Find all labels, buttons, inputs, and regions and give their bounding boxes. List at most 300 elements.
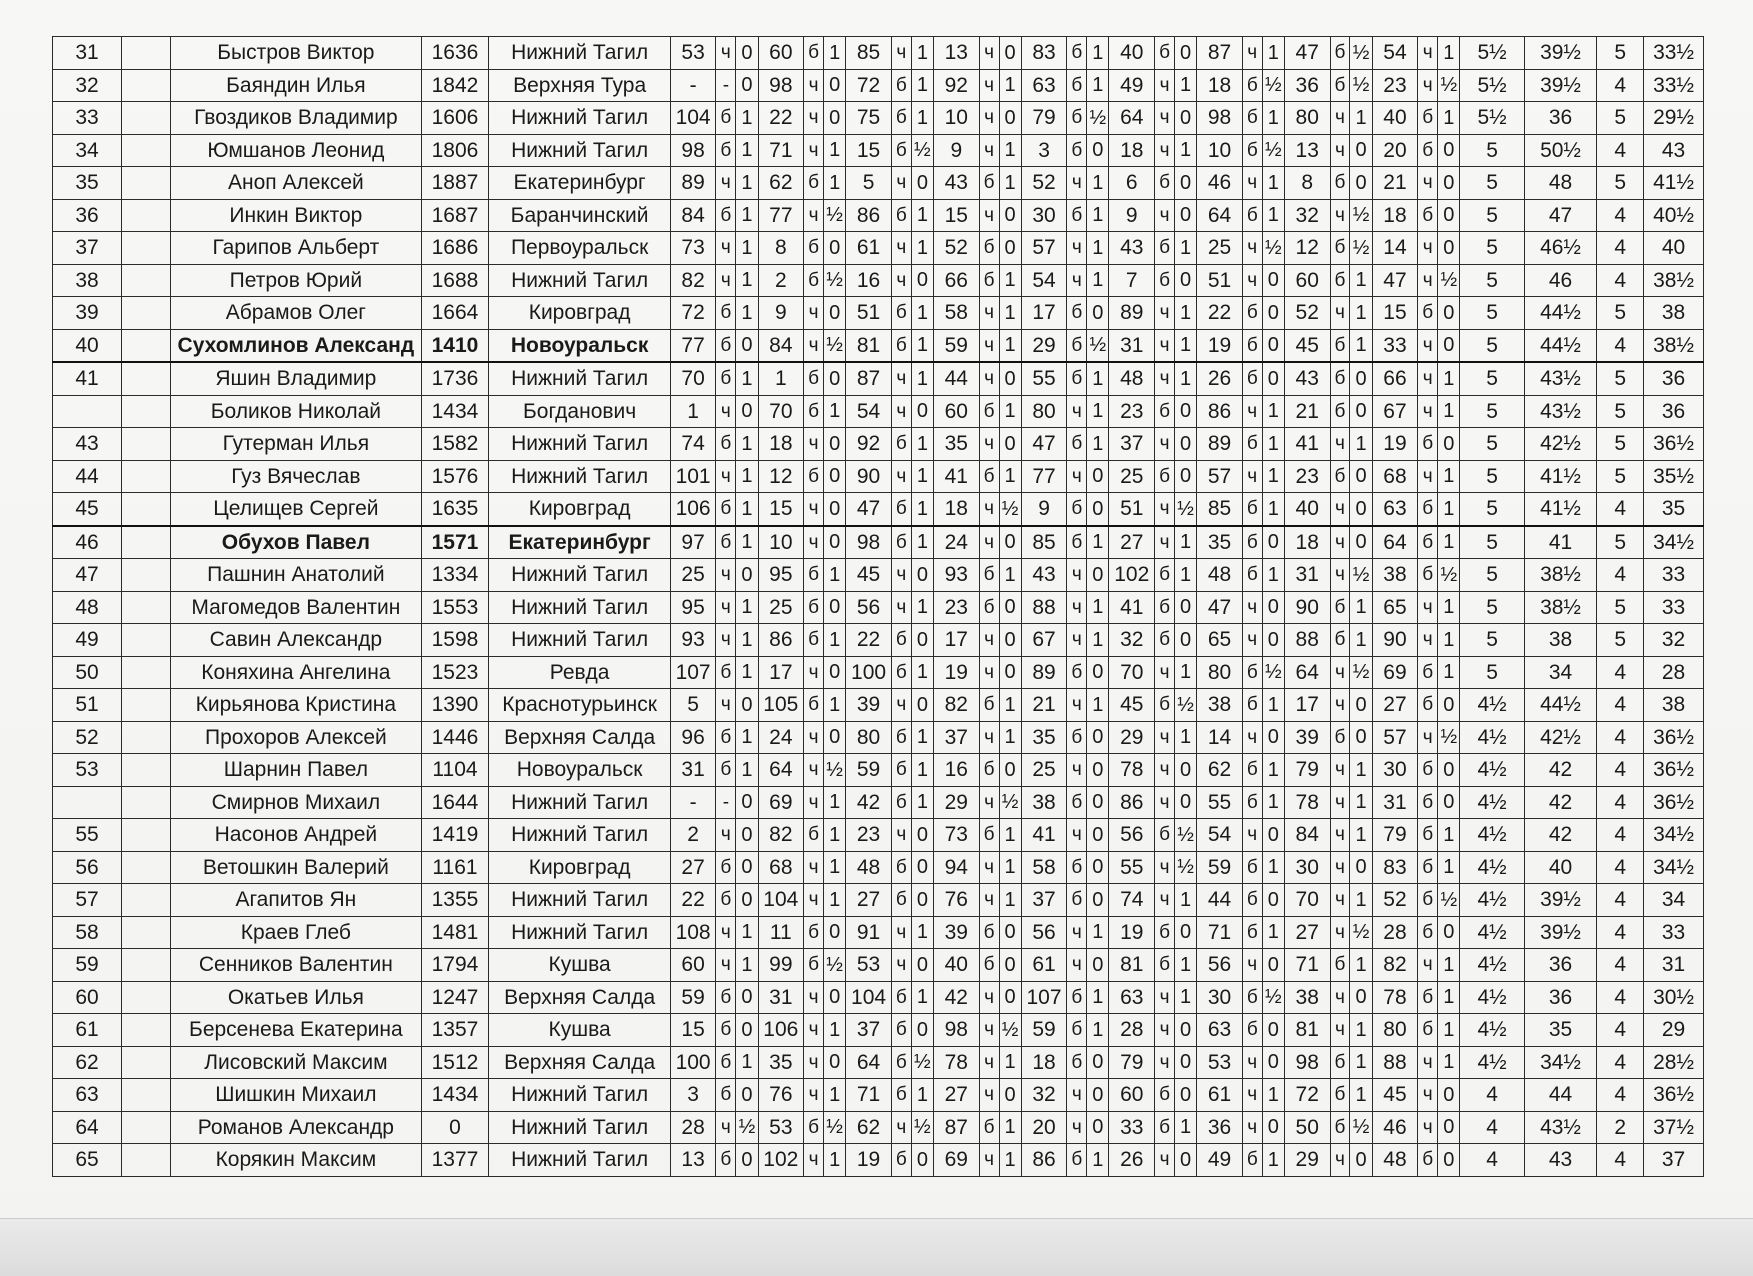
round-opponent-cell: 98 — [933, 1014, 979, 1047]
points-cell: 5 — [1460, 167, 1524, 200]
round-result-cell: 0 — [1350, 526, 1372, 559]
round-result-cell: 1 — [1174, 526, 1196, 559]
blank-cell — [122, 981, 171, 1014]
round-result-cell: 0 — [824, 916, 846, 949]
round-color-cell: б — [1155, 460, 1175, 493]
round-color-cell: ч — [979, 1079, 999, 1112]
round-opponent-cell: 42 — [846, 786, 892, 819]
round-result-cell: 0 — [1087, 851, 1109, 884]
round-opponent-cell: 15 — [758, 493, 804, 526]
round-opponent-cell: 15 — [670, 1014, 716, 1047]
round-opponent-cell: 79 — [1284, 754, 1330, 787]
round-result-cell: 1 — [824, 134, 846, 167]
wins-cell: 5 — [1597, 167, 1644, 200]
rating-cell: 1636 — [421, 37, 489, 70]
player-name-cell: Петров Юрий — [171, 264, 421, 297]
round-opponent-cell: 82 — [1372, 949, 1418, 982]
round-result-cell: 0 — [1174, 1014, 1196, 1047]
round-opponent-cell: 35 — [1021, 721, 1067, 754]
round-opponent-cell: 93 — [933, 559, 979, 592]
table-row — [53, 232, 1704, 265]
round-result-cell: 1 — [736, 362, 758, 395]
round-result-cell: 1 — [1350, 264, 1372, 297]
round-result-cell: 1 — [911, 428, 933, 461]
round-opponent-cell: 55 — [1021, 362, 1067, 395]
round-opponent-cell: 7 — [1109, 264, 1155, 297]
round-color-cell: б — [1155, 689, 1175, 722]
rating-cell: 1806 — [421, 134, 489, 167]
round-opponent-cell: 86 — [846, 199, 892, 232]
round-opponent-cell: 82 — [758, 819, 804, 852]
round-opponent-cell: 89 — [670, 167, 716, 200]
round-color-cell: б — [1155, 591, 1175, 624]
round-opponent-cell: 5 — [670, 689, 716, 722]
round-opponent-cell: 39 — [1284, 721, 1330, 754]
round-opponent-cell: 71 — [846, 1079, 892, 1112]
round-result-cell: 0 — [824, 232, 846, 265]
berger-cell: 38½ — [1644, 329, 1704, 362]
round-color-cell: б — [1242, 297, 1262, 330]
round-result-cell: 0 — [736, 689, 758, 722]
points-cell: 4 — [1460, 1079, 1524, 1112]
round-opponent-cell: 27 — [1284, 916, 1330, 949]
round-result-cell: 0 — [1438, 297, 1460, 330]
round-color-cell: ч — [1330, 428, 1350, 461]
player-name-cell: Пашнин Анатолий — [171, 559, 421, 592]
round-opponent-cell: 29 — [1284, 1144, 1330, 1177]
round-result-cell: ½ — [824, 264, 846, 297]
berger-cell: 36½ — [1644, 754, 1704, 787]
round-color-cell: ч — [1418, 949, 1438, 982]
round-opponent-cell: 79 — [1109, 1046, 1155, 1079]
player-name-cell: Шишкин Михаил — [171, 1079, 421, 1112]
round-opponent-cell: 64 — [1109, 102, 1155, 135]
round-color-cell: б — [891, 1079, 911, 1112]
berger-cell: 34½ — [1644, 526, 1704, 559]
round-opponent-cell: 39 — [933, 916, 979, 949]
round-opponent-cell: 81 — [1284, 1014, 1330, 1047]
wins-cell: 4 — [1597, 851, 1644, 884]
round-opponent-cell: 32 — [1109, 624, 1155, 657]
wins-cell: 5 — [1597, 362, 1644, 395]
round-opponent-cell: 92 — [846, 428, 892, 461]
round-opponent-cell: 27 — [670, 851, 716, 884]
round-color-cell: б — [1418, 199, 1438, 232]
round-result-cell: 1 — [1174, 559, 1196, 592]
city-cell: Нижний Тагил — [489, 37, 670, 70]
rating-cell: 1434 — [421, 395, 489, 428]
round-result-cell: 0 — [911, 559, 933, 592]
wins-cell: 5 — [1597, 395, 1644, 428]
round-opponent-cell: 64 — [1284, 656, 1330, 689]
round-color-cell: ч — [979, 134, 999, 167]
points-cell: 5 — [1460, 656, 1524, 689]
round-result-cell: 1 — [911, 199, 933, 232]
round-opponent-cell: 33 — [1372, 329, 1418, 362]
round-result-cell: ½ — [1262, 232, 1284, 265]
round-result-cell: 1 — [1262, 559, 1284, 592]
round-opponent-cell: 83 — [1021, 37, 1067, 70]
round-color-cell: б — [716, 362, 736, 395]
blank-cell — [122, 428, 171, 461]
round-color-cell: ч — [1242, 1079, 1262, 1112]
round-color-cell: б — [1067, 493, 1087, 526]
round-result-cell: ½ — [1350, 656, 1372, 689]
round-color-cell: б — [1155, 232, 1175, 265]
round-result-cell: 1 — [1438, 526, 1460, 559]
blank-cell — [122, 37, 171, 70]
round-color-cell: ч — [1418, 167, 1438, 200]
round-color-cell: ч — [891, 167, 911, 200]
round-result-cell: 0 — [999, 232, 1021, 265]
round-opponent-cell: 17 — [1284, 689, 1330, 722]
round-color-cell: б — [891, 69, 911, 102]
city-cell: Нижний Тагил — [489, 916, 670, 949]
round-opponent-cell: 97 — [670, 526, 716, 559]
round-result-cell: 0 — [999, 199, 1021, 232]
points-cell: 5 — [1460, 199, 1524, 232]
wins-cell: 4 — [1597, 1014, 1644, 1047]
round-result-cell: 0 — [1087, 786, 1109, 819]
round-color-cell: б — [1242, 1144, 1262, 1177]
round-result-cell: 0 — [999, 949, 1021, 982]
blank-cell — [122, 1014, 171, 1047]
round-result-cell: 0 — [1262, 1046, 1284, 1079]
round-result-cell: 1 — [911, 69, 933, 102]
round-color-cell: б — [1242, 559, 1262, 592]
round-color-cell: б — [979, 591, 999, 624]
round-result-cell: ½ — [1350, 199, 1372, 232]
city-cell: Богданович — [489, 395, 670, 428]
round-result-cell: 0 — [1262, 264, 1284, 297]
round-result-cell: 1 — [1438, 851, 1460, 884]
table-row — [53, 624, 1704, 657]
round-result-cell: 0 — [1087, 297, 1109, 330]
rating-cell: 1582 — [421, 428, 489, 461]
round-result-cell: 1 — [736, 721, 758, 754]
place-cell: 59 — [53, 949, 122, 982]
player-name-cell: Агапитов Ян — [171, 884, 421, 917]
round-color-cell: б — [1242, 69, 1262, 102]
place-cell — [53, 395, 122, 428]
round-color-cell: ч — [1155, 786, 1175, 819]
city-cell: Кушва — [489, 949, 670, 982]
round-result-cell: 1 — [824, 559, 846, 592]
round-opponent-cell: 71 — [1197, 916, 1243, 949]
round-result-cell: 0 — [911, 1014, 933, 1047]
round-result-cell: 0 — [1087, 134, 1109, 167]
round-color-cell: ч — [1067, 754, 1087, 787]
round-opponent-cell: 18 — [1197, 69, 1243, 102]
round-color-cell: ч — [804, 851, 824, 884]
round-result-cell: 1 — [1087, 981, 1109, 1014]
round-result-cell: 0 — [824, 362, 846, 395]
round-result-cell: 1 — [999, 1111, 1021, 1144]
buchholz-cell: 42½ — [1524, 428, 1597, 461]
round-opponent-cell: 15 — [846, 134, 892, 167]
round-color-cell: б — [891, 884, 911, 917]
city-cell: Нижний Тагил — [489, 460, 670, 493]
place-cell: 55 — [53, 819, 122, 852]
round-color-cell: б — [716, 297, 736, 330]
buchholz-cell: 43 — [1524, 1144, 1597, 1177]
round-opponent-cell: 98 — [670, 134, 716, 167]
round-color-cell: ч — [716, 395, 736, 428]
round-opponent-cell: 62 — [1197, 754, 1243, 787]
points-cell: 4½ — [1460, 1046, 1524, 1079]
round-opponent-cell: 21 — [1284, 395, 1330, 428]
round-color-cell: б — [891, 428, 911, 461]
round-result-cell: 0 — [824, 297, 846, 330]
round-result-cell: 0 — [1087, 656, 1109, 689]
round-color-cell: ч — [891, 949, 911, 982]
berger-cell: 28½ — [1644, 1046, 1704, 1079]
berger-cell: 33 — [1644, 591, 1704, 624]
round-result-cell: 1 — [1438, 37, 1460, 70]
round-result-cell: 0 — [1262, 949, 1284, 982]
round-opponent-cell: 85 — [1021, 526, 1067, 559]
round-color-cell: ч — [716, 167, 736, 200]
round-color-cell: ч — [1330, 819, 1350, 852]
place-cell: 50 — [53, 656, 122, 689]
round-opponent-cell: 62 — [758, 167, 804, 200]
round-result-cell: ½ — [1262, 656, 1284, 689]
round-color-cell: ч — [804, 1144, 824, 1177]
round-result-cell: 1 — [1174, 329, 1196, 362]
round-opponent-cell: 32 — [1021, 1079, 1067, 1112]
round-result-cell: 0 — [1087, 1079, 1109, 1112]
points-cell: 5½ — [1460, 37, 1524, 70]
round-opponent-cell: 79 — [1021, 102, 1067, 135]
round-opponent-cell: 45 — [1284, 329, 1330, 362]
round-result-cell: 1 — [911, 493, 933, 526]
points-cell: 5½ — [1460, 102, 1524, 135]
round-result-cell: ½ — [911, 134, 933, 167]
place-cell: 63 — [53, 1079, 122, 1112]
buchholz-cell: 36 — [1524, 981, 1597, 1014]
city-cell: Кировград — [489, 493, 670, 526]
round-color-cell: ч — [804, 1079, 824, 1112]
round-color-cell: б — [1067, 428, 1087, 461]
round-result-cell: 1 — [1438, 624, 1460, 657]
round-result-cell: 0 — [1262, 362, 1284, 395]
round-result-cell: 1 — [1087, 264, 1109, 297]
points-cell: 4½ — [1460, 884, 1524, 917]
round-color-cell: ч — [979, 1144, 999, 1177]
table-row — [53, 884, 1704, 917]
wins-cell: 4 — [1597, 1046, 1644, 1079]
round-opponent-cell: 49 — [1109, 69, 1155, 102]
round-result-cell: 1 — [999, 884, 1021, 917]
berger-cell: 33 — [1644, 916, 1704, 949]
round-opponent-cell: 101 — [670, 460, 716, 493]
round-color-cell: ч — [804, 884, 824, 917]
round-color-cell: ч — [1067, 1079, 1087, 1112]
round-result-cell: 1 — [736, 134, 758, 167]
round-opponent-cell: 98 — [846, 526, 892, 559]
rating-cell: 1334 — [421, 559, 489, 592]
round-opponent-cell: 2 — [758, 264, 804, 297]
round-opponent-cell: 69 — [1372, 656, 1418, 689]
points-cell: 4½ — [1460, 819, 1524, 852]
table-row — [53, 167, 1704, 200]
round-opponent-cell: 35 — [1197, 526, 1243, 559]
round-color-cell: ч — [1067, 559, 1087, 592]
round-color-cell: б — [979, 916, 999, 949]
round-color-cell: ч — [804, 297, 824, 330]
round-opponent-cell: 41 — [1284, 428, 1330, 461]
round-result-cell: 1 — [1262, 689, 1284, 722]
round-opponent-cell: 29 — [1021, 329, 1067, 362]
round-color-cell: б — [804, 167, 824, 200]
round-result-cell: 1 — [1087, 1014, 1109, 1047]
round-result-cell: 1 — [1350, 624, 1372, 657]
buchholz-cell: 43½ — [1524, 1111, 1597, 1144]
round-opponent-cell: 32 — [1284, 199, 1330, 232]
rating-cell: 1446 — [421, 721, 489, 754]
round-color-cell: ч — [1067, 949, 1087, 982]
round-opponent-cell: 21 — [1372, 167, 1418, 200]
round-opponent-cell: 99 — [758, 949, 804, 982]
round-result-cell: ½ — [1174, 493, 1196, 526]
points-cell: 5 — [1460, 591, 1524, 624]
points-cell: 5 — [1460, 232, 1524, 265]
rating-cell: 1687 — [421, 199, 489, 232]
round-color-cell: б — [1330, 69, 1350, 102]
round-color-cell: ч — [1330, 493, 1350, 526]
round-color-cell: б — [716, 1144, 736, 1177]
round-color-cell: б — [1067, 199, 1087, 232]
round-result-cell: 1 — [911, 232, 933, 265]
table-row — [53, 264, 1704, 297]
round-result-cell: ½ — [911, 1111, 933, 1144]
round-color-cell: ч — [1242, 1046, 1262, 1079]
round-color-cell: б — [804, 264, 824, 297]
buchholz-cell: 38½ — [1524, 559, 1597, 592]
round-opponent-cell: 84 — [670, 199, 716, 232]
round-color-cell: б — [1330, 949, 1350, 982]
points-cell: 5 — [1460, 428, 1524, 461]
blank-cell — [122, 493, 171, 526]
round-color-cell: б — [1242, 362, 1262, 395]
round-opponent-cell: 90 — [1372, 624, 1418, 657]
round-color-cell: ч — [1067, 689, 1087, 722]
round-result-cell: 0 — [1262, 591, 1284, 624]
round-opponent-cell: 96 — [670, 721, 716, 754]
wins-cell: 4 — [1597, 329, 1644, 362]
round-result-cell: 1 — [824, 395, 846, 428]
rating-cell: 1571 — [421, 526, 489, 559]
round-opponent-cell: 94 — [933, 851, 979, 884]
round-color-cell: ч — [979, 362, 999, 395]
round-opponent-cell: 42 — [933, 981, 979, 1014]
round-opponent-cell: 17 — [758, 656, 804, 689]
round-result-cell: 1 — [736, 754, 758, 787]
round-opponent-cell: 36 — [1284, 69, 1330, 102]
round-result-cell: 1 — [1438, 460, 1460, 493]
round-color-cell: ч — [979, 721, 999, 754]
round-color-cell: ч — [1155, 656, 1175, 689]
round-opponent-cell: 48 — [846, 851, 892, 884]
place-cell: 39 — [53, 297, 122, 330]
round-result-cell: ½ — [1174, 851, 1196, 884]
place-cell: 36 — [53, 199, 122, 232]
round-color-cell: б — [1418, 1014, 1438, 1047]
points-cell: 4½ — [1460, 851, 1524, 884]
round-color-cell: б — [891, 1046, 911, 1079]
player-name-cell: Сенников Валентин — [171, 949, 421, 982]
round-color-cell: б — [1330, 329, 1350, 362]
round-opponent-cell: 98 — [1284, 1046, 1330, 1079]
buchholz-cell: 42 — [1524, 819, 1597, 852]
wins-cell: 4 — [1597, 916, 1644, 949]
round-result-cell: 1 — [1262, 1079, 1284, 1112]
round-opponent-cell: 9 — [1109, 199, 1155, 232]
rating-cell: 1736 — [421, 362, 489, 395]
round-color-cell: ч — [1242, 232, 1262, 265]
round-color-cell: ч — [1067, 460, 1087, 493]
round-result-cell: 1 — [1350, 949, 1372, 982]
round-result-cell: 0 — [1438, 689, 1460, 722]
round-color-cell: б — [1155, 916, 1175, 949]
buchholz-cell: 42½ — [1524, 721, 1597, 754]
player-name-cell: Гутерман Илья — [171, 428, 421, 461]
round-opponent-cell: 27 — [1109, 526, 1155, 559]
round-result-cell: 0 — [911, 689, 933, 722]
place-cell: 53 — [53, 754, 122, 787]
round-opponent-cell: 68 — [758, 851, 804, 884]
rating-cell: 1434 — [421, 1079, 489, 1112]
round-opponent-cell: 70 — [1284, 884, 1330, 917]
round-result-cell: 1 — [1350, 1079, 1372, 1112]
blank-cell — [122, 69, 171, 102]
wins-cell: 4 — [1597, 819, 1644, 852]
round-color-cell: ч — [716, 916, 736, 949]
round-opponent-cell: 14 — [1372, 232, 1418, 265]
table-row — [53, 916, 1704, 949]
round-color-cell: б — [716, 1014, 736, 1047]
round-color-cell: ч — [1330, 656, 1350, 689]
round-opponent-cell: 19 — [846, 1144, 892, 1177]
round-color-cell: б — [1330, 264, 1350, 297]
round-color-cell: ч — [716, 559, 736, 592]
berger-cell: 38½ — [1644, 264, 1704, 297]
city-cell: Екатеринбург — [489, 526, 670, 559]
round-color-cell: ч — [804, 526, 824, 559]
round-opponent-cell: 44 — [1197, 884, 1243, 917]
round-result-cell: 1 — [1438, 1014, 1460, 1047]
round-result-cell: 0 — [824, 591, 846, 624]
city-cell: Нижний Тагил — [489, 559, 670, 592]
round-opponent-cell: 106 — [670, 493, 716, 526]
round-opponent-cell: 95 — [758, 559, 804, 592]
rating-cell: 1606 — [421, 102, 489, 135]
blank-cell — [122, 329, 171, 362]
round-opponent-cell: 80 — [846, 721, 892, 754]
points-cell: 5 — [1460, 329, 1524, 362]
round-opponent-cell: 72 — [1284, 1079, 1330, 1112]
round-color-cell: ч — [716, 591, 736, 624]
round-opponent-cell: 89 — [1021, 656, 1067, 689]
round-result-cell: 1 — [1350, 329, 1372, 362]
blank-cell — [122, 591, 171, 624]
round-color-cell: ч — [1155, 69, 1175, 102]
round-color-cell: ч — [979, 624, 999, 657]
round-color-cell: ч — [1155, 1144, 1175, 1177]
round-result-cell: 1 — [824, 1144, 846, 1177]
round-color-cell: ч — [1242, 721, 1262, 754]
round-result-cell: 0 — [736, 1014, 758, 1047]
